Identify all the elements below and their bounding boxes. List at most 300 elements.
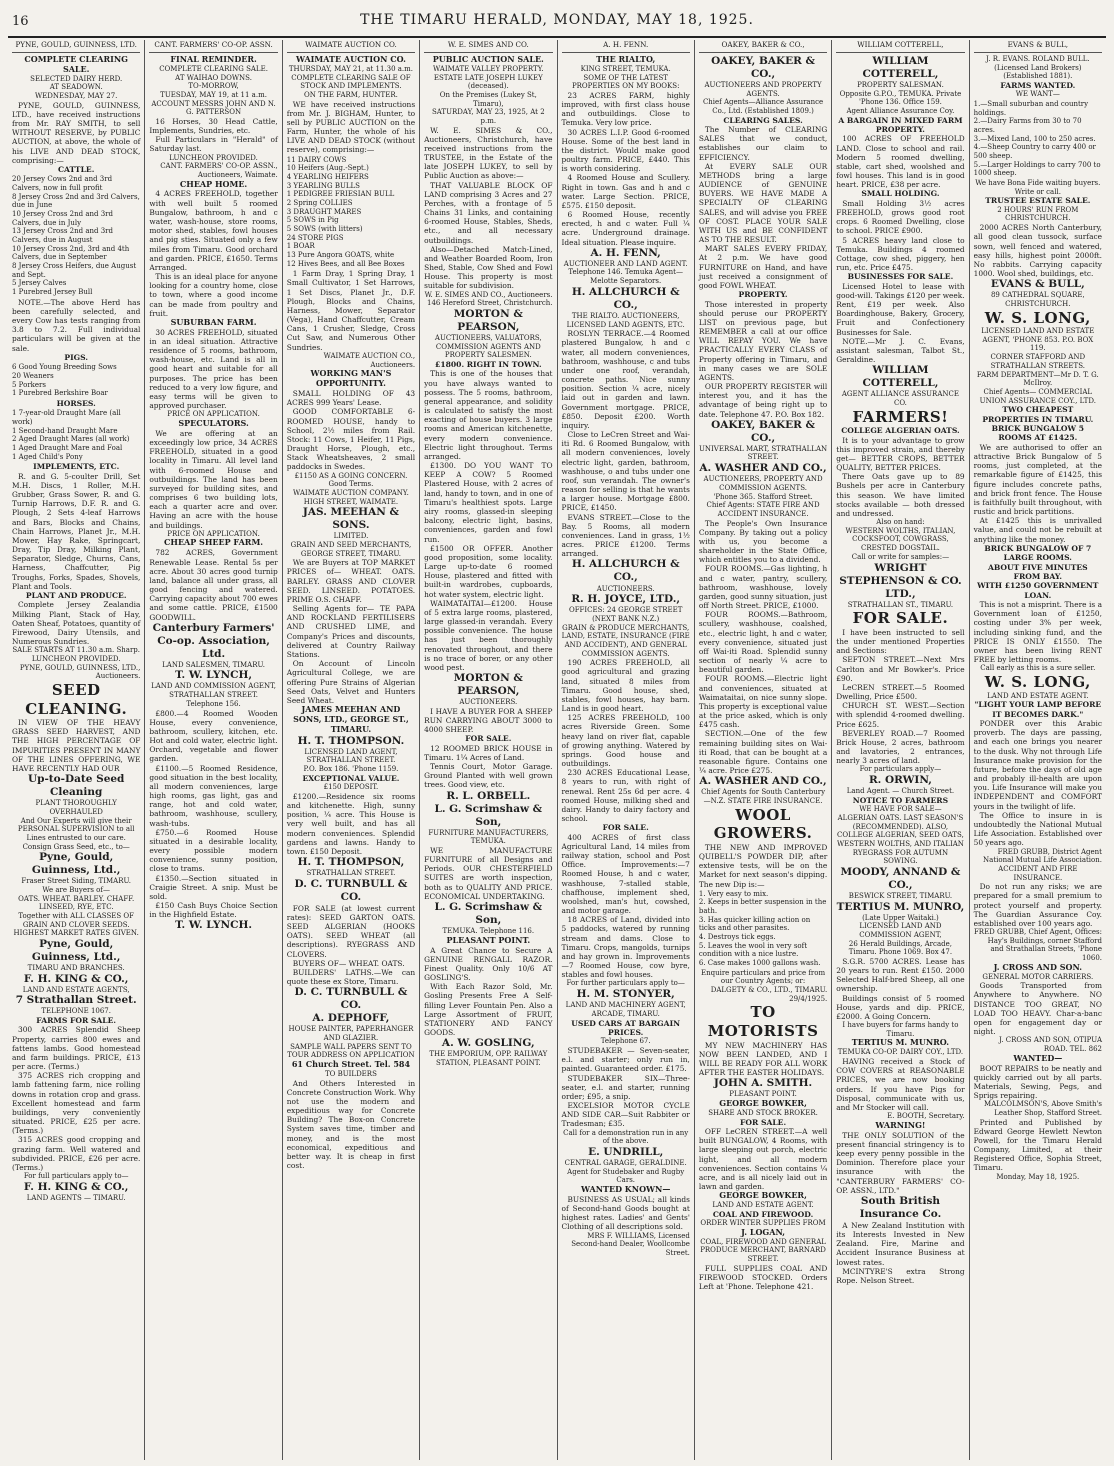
ad-heading: CHEAP SHEEP FARM. — [164, 537, 264, 548]
advertiser-name: H. T. THOMPSON. — [297, 734, 405, 747]
ad-subline: Telephone 146. Temuka Agent—Melotte Separators. — [568, 268, 683, 286]
advertiser-name: H. T. THOMPSON, — [297, 856, 405, 869]
display-heading: TO MOTORISTS — [707, 1003, 819, 1041]
newspaper-title: THE TIMARU HERALD, MONDAY, MAY 18, 1925. — [360, 12, 754, 28]
ad-heading: PLEASANT POINT. — [446, 934, 531, 945]
lot-heading: BRICK BUNGALOW 5 ROOMS AT £1425. — [991, 424, 1084, 443]
ad-text: HAVING received a Stock of COW COVERS at REASONABLE PRICES, we are now booking orders. If you have Pigs for Disposal, communicate with us, and Mr Stocker will call. — [836, 1057, 965, 1112]
advertiser-name: JOHN A. SMITH. — [713, 1077, 813, 1090]
ad-text: On Account of Lincoln Agricultural College, we are offering Pure Strains of Algerian Seed Oats, Velvet and Hunters Seed Wheat. — [286, 659, 416, 705]
ad-text: Complete Jersey Zealandia Milking Plant, Stack of Hay, Oaten Sheaf, Potatoes, quantity of Firewood, Dairy Utensils, and Numerous Sundries. — [12, 600, 141, 647]
ad-subline: Telephone 156. — [186, 699, 241, 708]
column-header: WILLIAM COTTERELL, — [836, 40, 964, 53]
ad-text: Close to LeCren Street and Wai-iti Rd. 6 Roomed Bungalow, with all modern conveniences, lovely electric light, garden, bathroom, washhouse, o and tubs under one roof, sun verandah. The owner's reason for selling is that he wants a larger house. Mortgage £800. PRICE, £1450. — [561, 430, 690, 513]
ad-text: STUDEBAKER SIX—Three-seater, e.l. and starter, running order; £95, a snip. — [561, 1073, 690, 1101]
ad-text: Tennis Court, Motor Garage. Ground Planted with well grown trees. Good view, etc. — [424, 762, 553, 790]
ad-text: There Oats gave up to 89 Bushels per acre in Canterbury this season. We have limited stocks available — both dressed and undressed. — [836, 472, 965, 518]
list-item: 1 PEDIGREE FRIESIAN BULL — [286, 190, 395, 199]
ad-heading: CHEAP HOME. — [179, 178, 248, 189]
ad-text: NOTE.—The above Herd has been carefully selected, and every Cow has tests ranging from 3.8 to 7.2. Full individual particulars will be given at the sale. — [12, 297, 141, 353]
ad-subline: Chief Agents: STATE FIRE AND ACCIDENT INSURANCE. — [706, 501, 820, 518]
ad-subline: £1150 AS A GOING CONCERN. Good Terms. — [294, 471, 408, 489]
ad-text: WAIMATAITAI—£1200. House of 5 extra large rooms, plastered, large glassed-in verandah. Every possible convenience. The house has just been thoroughly renovated throughout, and there is no trace of borer, or any other wood pest. — [424, 598, 553, 672]
ad-heading: GEORGE BOWKER, — [719, 1190, 807, 1201]
list-item: 3. Has quicker killing action on ticks and other parasites. — [698, 915, 811, 933]
ad-text: R. and G. 5-coulter Drill, Set M.H. Discs, 1 Roller, M.H. Grubber, Grass Sower, R. and G. Turnip Harrows, D.F. R. and G. Plough, 2 Sets 4-leaf Harrows and Bars, Blocks and Chains, Chain Harrows, Planet Jr., M.H. Mower, Hay Rake, Springcart, Dray, Tip Dray, Milking Plant, Separator, Sledge, Churns, Cans, Harness, Chaffcutter, Pig Troughs, Forks, Spades, Shovels, Plant and Tools. — [12, 471, 141, 591]
ad-caption: CORNER STAFFORD AND STRATHALLAN STREETS. — [990, 353, 1086, 370]
list-item: 24 STORE PIGS — [286, 233, 344, 242]
item-list — [974, 100, 1102, 178]
ad-text: FOR SALE (at lowest current rates): SEED GARTON OATS. SEED ALGERIAN (HOOKS OATS). SEED WHEAT (all descriptions). RYEGRASS AND CLOVERS. — [286, 903, 416, 959]
advertiser-name: H. ALLCHURCH & CO., — [571, 558, 680, 584]
lot-heading: FOR SALE. — [465, 734, 512, 744]
lot-heading: BRICK BUNGALOW OF 7 LARGE ROOMS. — [984, 543, 1092, 563]
ad-caption: ORDER WINTER SUPPLIES FROM — [700, 1219, 826, 1228]
list-item: 1.—Small suburban and country holdings. — [973, 100, 1089, 117]
advertiser-name: A. WASHER AND CO., — [699, 462, 827, 475]
ad-subline: Consign Grass Seed, etc., to— — [22, 842, 130, 851]
ad-caption: ACCIDENT AND FIRE INSURANCE. — [998, 864, 1078, 882]
ad-text: BUSINESS AS USUAL; all kinds of Second-hand Goods bought at highest rates. Ladies' and Gents' Clothing of all descriptions sold. — [561, 1194, 690, 1232]
ad-caption: UNIVERSAL MART, STRATHALLAN STREET. — [699, 444, 828, 462]
ad-text: The Office to insure in is undoubtedly the National Mutual Life Association. Established over 50 years ago. — [973, 810, 1102, 848]
list-item: 5 SOWS in Pig — [286, 216, 339, 225]
ad-subline: (Late Upper Waitaki.) — [862, 913, 939, 922]
ad-text: 12 ROOMED BRICK HOUSE in Timaru. 1¼ Acres of Land. — [424, 743, 553, 762]
ad-text: £1100.—5 Roomed Residence, good situation in the best locality, all modern conveniences, large high rooms, gas light, gas and range, hot and cold water, bathroom, washhouse, scullery, wash-tubs. — [149, 763, 278, 828]
ad-signature: DALGETY & CO., LTD., TIMARU. 29/4/1925. — [710, 986, 828, 1003]
ad-heading: COMPLETE CLEARING SALE. — [24, 53, 128, 74]
display-heading: FOR SALE. — [852, 609, 949, 628]
ad-signature: PYNE, GOULD, GUINNESS, LTD., Auctioneers. — [19, 663, 141, 681]
ad-text: LeCREN STREET.—5 Roomed Dwelling, Price £500. — [836, 682, 965, 702]
ad-caption: PROPERTY SALESMAN. — [857, 80, 944, 89]
ad-caption: SHARE AND STOCK BROKER. — [708, 1108, 818, 1117]
ad-text: At EVERY SALE OUR METHODS bring a large AUDIENCE of GENUINE BUYERS. WE HAVE MADE A SPECIALTY OF CLEARING SALES, and will advise you FREE OF COST. PLACE YOUR SALE WITH US and BE CONFIDENT AS TO THE RESULT. — [698, 161, 828, 245]
ad-text: 4 Roomed House and Scullery. Right in town. Gas and h and c water. Large Section. PRICE, £575. £150 deposit. — [561, 173, 690, 210]
newspaper-column — [558, 40, 695, 1460]
list-item: 1 7-year-old Draught Mare (all work) — [12, 409, 121, 426]
ad-subline: SALE STARTS AT 11.30 a.m. Sharp. — [12, 646, 141, 655]
advertiser-name: MORTON & PEARSON, — [453, 672, 523, 698]
ad-text: £1200.—Residence six rooms and kitchenette. High, sunny position, ¼ acre. This House is very well built, and has all modern conveniences. Splendid gardens and lawns. Handy to town. £150 Deposit. — [286, 791, 416, 856]
ad-subline: J. R. EVANS. ROLAND BULL. (Licensed Land Brokers) (Established 1881). — [986, 54, 1090, 81]
ad-text: And Others Interested in Concrete Construction Work. Why not use the modern and expeditious way for Concrete Building? The Box-on Concrete System saves time, timber and money, and is the most economical, expeditious and better way. It is cheap in first cost. — [286, 1078, 416, 1171]
list-item: 2.—Dairy Farms from 30 to 70 acres. — [973, 117, 1082, 135]
ad-text: £1500 OR OFFER. Another good proposition, some locality. Large up-to-date 6 roomed House, plastered and fitted with built-in wardrobes, cupboards, hot water system, electric light. — [424, 543, 553, 599]
ad-text: 30 ACRES L.I.P. Good 6-roomed House. Some of the best land in the district. Would make good poultry farm. PRICE, £440. This is worth considering. — [561, 127, 690, 174]
ad-text: £800.—4 Roomed Wooden House, every convenience, bathroom, scullery, kitchen, etc. Hot and cold water, electric light. Orchard, vegetable and flower garden. — [149, 708, 278, 764]
display-heading: WOOL GROWERS. — [713, 805, 813, 843]
ad-caption: 89 CATHEDRAL SQUARE, CHRISTCHURCH. — [990, 291, 1085, 308]
ad-text: 18 ACRES of Land, divided into 5 paddocks, watered by running stream and dams. Close to Timaru. Crops, mangolds, turnips and hay grown in. Improvements—7 Roomed House, cow byre, stables and fowl houses. — [561, 915, 690, 980]
lot-heading: NOTICE TO FARMERS — [852, 795, 949, 805]
ad-text: BOOT REPAIRS to be neatly and quickly carried out by all parts. Materials, Sewing, Pegs, and Sprigs repairing. — [973, 1063, 1102, 1101]
ad-caption: SAMPLE WALL PAPERS SENT TO TOUR ADDRESS ON APPLICATION — [287, 1042, 415, 1060]
lot-heading: ABOUT FIVE MINUTES FROM BAY. — [987, 562, 1088, 581]
lot-heading: "LIGHT YOUR LAMP BEFORE IT BECOMES DARK." — [974, 700, 1102, 719]
ad-caption: WESTERN WOLTHS, ITALIAN, COCKSFOOT, COWGRASS, CRESTED DOGSTAIL. — [845, 526, 956, 553]
lot-heading: BUSINESSES FOR SALE. — [847, 272, 954, 282]
advertiser-name: E. UNDRILL, — [588, 1145, 664, 1158]
lot-heading: COLLEGE ALGERIAN OATS. — [841, 426, 960, 436]
ad-caption: HOUSE PAINTER, PAPERHANGER AND GLAZIER. — [288, 1025, 414, 1043]
ad-subline: Chief Agents— COMMERCIAL UNION ASSURANCE COY., LTD. — [979, 387, 1096, 405]
ad-heading: GEORGE BOWKER, — [719, 1098, 807, 1109]
list-item: 2 Aged Draught Mares (all work) — [12, 435, 130, 444]
display-heading: FARMERS! — [852, 407, 949, 426]
ad-heading: J. LOGAN, — [741, 1226, 786, 1237]
ad-caption: LICENSED LAND AGENT, STRATHALLAN STREET. — [304, 747, 398, 765]
list-item: 1 Purebred Jersey Bull — [12, 288, 93, 297]
ad-text: S.G.R. 5700 ACRES. Lease has 20 years to run. Rent £150. 2000 Selected Half-bred Sheep, all one ownership. — [836, 956, 965, 994]
ad-subline: WEDNESDAY, MAY 27. — [34, 92, 118, 101]
ad-text: At £1425 this is unrivalled value, and could not be rebuilt at anything like the money. — [973, 516, 1102, 544]
ad-subline: Agent for Studebaker and Rugby Cars. — [567, 1167, 685, 1185]
ad-caption: LIMITED. — [333, 532, 369, 541]
advertiser-name: T. W. LYNCH. — [175, 919, 253, 932]
ad-heading: WARNING! — [875, 1119, 926, 1130]
ad-text: THE NEW AND IMPROVED QUIBELL'S POWDER DIP, after extensive tests, will be on the Market for next season's dipping. The new Dip is:— — [698, 842, 828, 889]
ad-caption: TIMARU AND BRANCHES. — [27, 963, 125, 972]
ad-text: BUILDERS' LATHS.—We can quote these ex Store, Timaru. — [286, 967, 416, 987]
list-item: 10 Jersey Cross 2nd, 3rd and 4th Calvers, due in September — [12, 244, 130, 262]
ad-text: With Each Razor Sold, Mr. Gosling Presents Free A Self-filling Lever Fountain Pen. Also a Large Assortment of FRUIT, STATIONERY AND FANCY GOODS. — [424, 982, 553, 1038]
column-header: W. E. SIMES AND CO. — [424, 40, 552, 53]
lot-heading: FOR SALE. — [602, 823, 649, 833]
lot-heading: SMALL HOLDING. — [861, 189, 940, 199]
ad-subline: Call or write for samples:— — [851, 552, 950, 561]
newspaper-column — [8, 40, 145, 1460]
ad-subline: I have buyers for farms handy to Timaru. — [842, 1021, 959, 1038]
ad-signature: FRED GRUBB, Chief Agent, Offices: Hay's Buildings, corner Stafford and Strathallan Streets, 'Phone 1060. — [973, 928, 1102, 963]
lot-heading: TRUSTEE ESTATE SALE. — [985, 196, 1091, 206]
ad-text: 375 ACRES rich cropping and lamb fattening farm, nice rolling downs in rotation crop and grass. Excellent homestead and farm buildings, very conveniently situated. PRICE, £25 per acre. (Terms.) — [12, 1071, 141, 1136]
ad-text: Buildings consist of 5 roomed House, yards and dip. PRICE, £2000. A Going Concern. — [836, 993, 965, 1021]
ad-subline: PRICE ON APPLICATION. — [167, 529, 260, 538]
ad-text: SECTION.—One of the few remaining building sites on Wai-iti Road, that can be bought at a reasonable figure. Contains one ¼ acre. Price £275. — [698, 729, 828, 776]
ad-text: 6 Roomed House, recently erected, h and c water. Full ¼ acre. Underground drainage. Ideal situation. Please inquire. — [561, 210, 690, 247]
ad-subline: COMPLETE CLEARING SALE. — [159, 64, 268, 73]
ad-text: It is to your advantage to grow this improved strain, and thereby get— BETTER CROPS, BETTER QUALITY, BETTER PRICES. — [836, 435, 965, 473]
ad-text: I have been instructed to sell the under mentioned Properties and Sections: — [836, 627, 965, 656]
ad-text: Full Particulars in "Herald" of Saturday last. — [149, 135, 278, 154]
ad-subline: TEMUKA. Telephone 116. — [442, 927, 535, 936]
ad-subline: Call early as this is a sure seller. — [980, 664, 1096, 673]
ad-caption: STRATHALLAN ST., TIMARU. — [847, 600, 954, 609]
advertiser-name: OAKEY, BAKER & CO., — [711, 54, 815, 80]
list-item: 1 Aged Child's Pony — [12, 452, 83, 461]
list-item: 4 YEARLING HEIFERS — [286, 172, 369, 181]
ad-text: SMALL HOLDING OF 43 ACRES 999 Years' Lease. — [286, 388, 416, 408]
ad-subline: Also on hand: — [876, 518, 925, 527]
list-item: 20 Jersey Cows 2nd and 3rd Calvers, now in full profit — [12, 175, 113, 193]
ad-subline: SELECTED DAIRY HERD. — [30, 74, 123, 83]
ad-subline: SATURDAY, MAY 23, 1925, At 2 p.m. — [431, 108, 545, 125]
ad-caption: TO BUILDERS — [324, 1069, 377, 1078]
ad-caption: THE EMPORIUM, OPP. RAILWAY STATION, PLEASANT POINT. — [429, 1050, 548, 1068]
lot-heading: COAL AND FIREWOOD. — [712, 1209, 814, 1219]
advertiser-name: F. H. KING & CO., — [23, 972, 129, 985]
ad-text: THAT VALUABLE BLOCK OF LAND comprising 3 Acres and 27 Perches, with a frontage of 5 Chains 31 Links, and containing 6-roomed House, Stables, Sheds, etc., and all necessary outbuildings. — [424, 180, 553, 245]
display-heading: W. S. LONG, — [984, 308, 1091, 327]
ad-text: GOOD COMFORTABLE 6-ROOMED HOUSE, handy to School, 2½ miles from Rail. Stock: 11 Cows, 1 Heifer, 11 Pigs, Draught Horse, Plough, etc., Stack Wheatsheaves, 2 small paddocks in Swedes. — [286, 407, 416, 472]
ad-subline: For full particulars apply to— — [23, 1172, 129, 1181]
ad-text: Do not run any risks; we are prepared for a small premium to protect yourself and property. The Guardian Assurance Coy. established over 100 years ago. — [973, 882, 1102, 928]
advertiser-name: A. DEPHOFF, — [312, 1012, 390, 1025]
ad-caption: AUCTIONEERS, PROPERTY AND COMMISSION AGENTS. — [703, 475, 823, 492]
ad-caption: WAIMATE AUCTION COMPANY. — [293, 488, 409, 497]
column-header: EVANS & BULL, — [974, 40, 1102, 53]
ad-heading: SPECULATORS. — [178, 418, 249, 428]
ad-heading: WANTED KNOWN— — [581, 1183, 671, 1194]
lot-heading: FARMS FOR SALE. — [36, 1016, 117, 1026]
ad-heading: FINAL REMINDER. — [170, 53, 257, 64]
ad-text: NOTE.—Mr J. C. Evans, assistant salesman, Talbot St., Geraldine. — [836, 336, 965, 365]
ad-subline: ESTATE LATE JOSEPH LUKEY (deceased). — [433, 73, 543, 91]
column-header: WAIMATE AUCTION CO. — [287, 40, 415, 53]
ad-caption: LAND AND ESTATE AGENT. — [987, 691, 1089, 700]
ad-subline: For particulars apply— — [859, 765, 942, 774]
ad-text: 16 Horses, 30 Head Cattle, Implements, Sundries, etc. — [149, 116, 278, 136]
column-header: PYNE, GOULD, GUINNESS, LTD. — [12, 40, 140, 53]
ad-subline: And Our Experts will give their PERSONAL SUPERVISION to all Lines entrusted to our care. — [17, 816, 135, 842]
column-header: CANT. FARMERS' CO-OP. ASSN. — [149, 40, 277, 53]
ad-text: IN VIEW OF THE HEAVY GRASS SEED HARVEST, AND THE HIGH PERCENTAGE OF IMPURITIES PRESENT IN MANY OF THE LINES OFFERING, WE HAVE RECENTLY HAD OUR — [12, 718, 141, 773]
lot-heading: USED CARS AT BARGAIN PRICES. — [571, 1018, 681, 1037]
ad-subline: AT SEADOWN. — [49, 83, 103, 92]
ad-caption: COAL, FIREWOOD AND GENERAL PRODUCE MERCHANT, BARNARD STREET. — [700, 1237, 826, 1264]
ad-subline: TO-MORROW, — [188, 82, 239, 91]
ad-subline: THURSDAY, MAY 21, at 11.30 a.m. — [288, 64, 414, 73]
ad-caption: WE WANT— — [1015, 90, 1060, 99]
ad-caption: LAND AND ESTATE AGENT. — [712, 1201, 814, 1210]
ad-caption: WE HAVE FOR SALE— — [859, 805, 942, 814]
advertiser-name: WILLIAM COTTERELL, — [862, 364, 939, 390]
ad-subline: On the Premises (Lukey St, Timaru), — [439, 90, 537, 108]
ad-caption: AGENT ALLIANCE ASSURANCE CO. — [841, 390, 959, 407]
list-item: 6. Case makes 1000 gallons wash. — [698, 959, 821, 968]
display-heading: SEED CLEANING. — [25, 680, 128, 718]
list-item: 1. Very easy to mix. — [698, 889, 769, 898]
ad-caption: LAND AND MACHINERY AGENT, ARCADE, TIMARU. — [565, 1001, 686, 1018]
ad-caption: LAND AND ESTATE AGENTS, — [22, 985, 130, 994]
ad-subline: ON THE FARM, HUNTER. — [304, 90, 398, 99]
list-item: 3 YEARLING BULLS — [286, 181, 360, 190]
ad-text: 230 ACRES Educational Lease, 8 years to run, with right of renewal. Rent 25s 6d per acre. 4 roomed House, milking shed and dairy. Handy to dairy factory and school. — [561, 768, 690, 824]
ad-subline: £150 DEPOSIT. — [323, 783, 379, 792]
ad-subline: 26 Herald Buildings, Arcade, Timaru. Phone 1069. Box 47. — [848, 939, 953, 957]
advertiser-name: D. C. TURNBULL & CO. — [294, 877, 408, 903]
ad-text: MY NEW MACHINERY HAS NOW BEEN LANDED, AND I WILL BE READY FOR ALL WORK AFTER THE EASTER HOLIDAYS. — [698, 1040, 828, 1078]
list-item: 4.—Sheep Country to carry 400 or 500 sheep. — [973, 143, 1096, 161]
ad-subline: Opposite G.P.O., TEMUKA. Private 'Phone 136. Office 159. — [839, 89, 962, 107]
newspaper-column — [970, 40, 1106, 1460]
ad-text: £1350.—Section situated in Craigie Street. A snip. Must be sold. — [149, 873, 278, 901]
ad-text: FOUR ROOMS.—Electric light and conveniences, situated at Waimataitai, on nice sunny slope. This property is exceptional value at the price asked, which is only £475 cash. — [698, 674, 828, 730]
advertiser-name: L. G. Scrimshaw & Son, — [434, 802, 543, 828]
advertiser-name: L. G. Scrimshaw & Son, — [434, 901, 543, 927]
list-item: 5 SOWS (with litters) — [286, 224, 363, 233]
lot-heading: A BARGAIN IN MIXED FARM PROPERTY. — [838, 115, 963, 135]
list-item: 3 DRAUGHT MARES — [286, 207, 362, 216]
advertiser-name: Pyne, Gould, Guinness, Ltd., — [31, 937, 121, 963]
ad-text: MART SALES EVERY FRIDAY, At 2 p.m. We have good FURNITURE on Hand, and have just received a consignment of good FOWL WHEAT. — [698, 244, 828, 290]
list-item: 1 Second-hand Draught Mare — [12, 426, 118, 435]
ad-caption: AUCTIONEERS. — [596, 584, 655, 593]
advertiser-name: R. L. ORBELL. — [446, 789, 531, 802]
ad-caption: BESWICK STREET, TIMARU. — [848, 891, 953, 900]
ad-text: A Great Chance to Secure A GENUINE RENGALL RAZOR. Finest Quality. Only 10/6 AT GOSLING'S. — [424, 945, 553, 983]
ad-subline: Telephone 67. — [600, 1037, 651, 1046]
ad-signature: W. E. SIMES AND CO., Auctioneers. 146 Hereford Street, Christchurch. — [424, 290, 553, 308]
ad-text: WE have received instructions from Mr. J. BIGHAM, Hunter, to sell by PUBLIC AUCTION on the Farm, Hunter, the whole of his LIVE AND DEAD STOCK (without reserve), comprising:— — [286, 99, 416, 155]
ad-text: BEVERLEY ROAD.—7 Roomed Brick House, 2 acres, bathroom and lavatories, 2 entrances, nearly 3 acres of land. — [836, 728, 965, 766]
ad-caption: PLANT THOROUGHLY OVERHAULED — [35, 799, 117, 816]
ad-subline: We are Buyers of— — [42, 885, 110, 894]
item-list — [12, 363, 140, 398]
ad-text: FULL SUPPLIES COAL AND FIREWOOD STOCKED. Orders Left at 'Phone. Telephone 421. — [698, 1263, 828, 1292]
advertiser-name: 7 Strathallan Street. — [15, 994, 137, 1007]
ad-text: SEFTON STREET.—Next Mrs Carlton and Mr Bowker's. Price £90. — [836, 655, 965, 683]
ad-caption: AUCTIONEERS. — [459, 698, 518, 707]
ad-caption: STRATHALLAN STREET. — [306, 869, 396, 878]
ad-text: FOUR ROOMS.—Bathroom, scullery, washhouse, coalshed, etc., electric light, h and c water, every convenience, situated just off Wai-iti Road. Splendid sunny section of nearly ¼ acre to beautiful garden. — [698, 610, 828, 675]
ad-caption: GRAIN & PRODUCE MERCHANTS, LAND, ESTATE, INSURANCE (FIRE AND ACCIDENT), AND GENERAL COMMISSION AGENTS. — [561, 623, 690, 658]
ad-text: THE ONLY SOLUTION of the present financial stringency is to keep every penny possible in the Dominion. Therefore place your insurance with the "CANTERBURY FARMERS' CO-OP. ASSN., LTD." — [836, 1130, 965, 1195]
ad-text: We are offering at an exceedingly low price, 34 ACRES FREEHOLD, situated in a good locality in Timaru. All level land with 6-roomed House and outbuildings. The land has been surveyed for building sites, and comprises 6 two building lots, each a quarter acre and over. Having an acre with the house and buildings. — [149, 428, 278, 530]
ad-text: OUR PROPERTY REGISTER will interest you, and it has the advantage of being right up to date. Telephone 47. P.O. Box 182. — [698, 382, 828, 419]
ad-caption: LUNCHEON PROVIDED. — [169, 153, 258, 162]
ad-heading: TERTIUS M. MUNRO. — [851, 1037, 950, 1048]
ad-signature: J. CROSS AND SON, OTIPUA ROAD. TEL. 862 — [999, 1036, 1102, 1054]
list-item: 5. Leaves the wool in very soft condition with a nice lustre. — [698, 941, 808, 959]
advertiser-name: R. H. JOYCE, LTD., — [571, 593, 681, 606]
advertiser-name: H. ALLCHURCH & CO., — [571, 285, 680, 311]
column-header: A. H. FENN. — [562, 40, 690, 53]
newspaper-column — [420, 40, 557, 1460]
ad-caption: THE RIALTO. AUCTIONEERS, LICENSED LAND AGENTS, ETC. — [566, 311, 685, 329]
ad-heading: WAIMATE AUCTION CO. — [296, 53, 406, 64]
ad-text: 4 ACRES FREEHOLD, together with well built 5 roomed Bungalow, bathroom, h and c water, wash-house, store rooms, motor shed, stables, fowl houses and pig sties. Situated only a few miles from Timaru. Good orchard and garden. PRICE, £1650. Terms Arranged. — [149, 189, 278, 272]
lot-heading: FARMS WANTED. — [1000, 80, 1076, 90]
ad-caption: HIGH STREET, WAIMATE. — [303, 497, 399, 506]
ad-text: 300 ACRES Splendid Sheep Property, carries 800 ewes and fattens lambs. Good homestead and farm buildings. PRICE, £13 per acre. (Terms.) — [12, 1025, 141, 1072]
ad-subline: For further particulars apply to— — [566, 979, 685, 988]
item-list — [287, 156, 415, 269]
ad-text: BUYERS OF— WHEAT. OATS. — [292, 958, 405, 968]
ad-text: 2000 ACRES North Canterbury, all good clean tussock, surface sown, well fenced and watered, easy hills, highest point 2000ft. No rabbits. Carrying capacity 1000. Wool shed, buildings, etc. — [973, 223, 1102, 279]
lot-heading: FOR SALE. — [740, 1117, 787, 1127]
ad-text: W. E. SIMES & CO., Auctioneers, Christchurch, have received instructions from the TRUSTEE, in the Estate of the late JOSEPH LUKEY, to sell by Public Auction as above:— — [424, 125, 553, 181]
ad-signature: E. BOOTH, Secretary. — [887, 1112, 965, 1121]
ad-columns — [8, 40, 1106, 1460]
ad-text: 125 ACRES FREEHOLD, 100 acres Riverside Green. Some heavy land on river flat, capable of growing anything. Watered by springs. Good house and outbuildings. — [561, 713, 690, 769]
advertiser-name: Up-to-Date Seed Cleaning — [27, 773, 125, 799]
ad-caption: OFFICES: 24 GEORGE STREET (NEXT BANK N.Z.) — [568, 606, 683, 623]
advertiser-name: D. C. TURNBULL & CO. — [294, 986, 408, 1012]
ad-text: CHURCH ST. WEST.—Section with splendid 4-roomed dwelling. Price £625. — [836, 701, 965, 729]
ad-text: £750.—6 Roomed House situated in a desirable locality, every possible modern convenience, sunny position, close to trams. — [149, 827, 278, 874]
advertiser-name: WILLIAM COTTERELL, — [862, 54, 939, 80]
ad-subline: Call for a demonstration run in any of the above. — [563, 1128, 689, 1146]
ad-subline: TELEPHONE 1067. — [41, 1007, 111, 1016]
ad-text: We are authorised to offer an attractive Brick Bungalow of 5 rooms, just completed, at the remarkable figure of £1425, this figure includes concrete paths, and brick front fence. The House is faithfully built throughout, with rustic and brick partitions. — [973, 442, 1102, 517]
ad-subline: Enquire particulars and price from our Country Agents; or: — [700, 968, 826, 986]
list-item: 20 Weaners — [12, 371, 54, 380]
item-list — [12, 409, 140, 461]
ad-signature: FRED GRUBB, District Agent National Mutual Life Association. — [983, 847, 1102, 865]
ad-text: Small Holding 3½ acres FREEHOLD, grows good root crops. 6 Roomed Dwelling, close to school. PRICE £900. — [836, 198, 965, 236]
advertiser-name: WRIGHT STEPHENSON & CO. LTD., — [839, 561, 962, 600]
ad-text: Also—Detached Match-Lined, and Weather Boarded Room, Iron Shed, Stable, Cow Shed and Fowl House. This property is most suitable for subdivision. — [424, 244, 553, 291]
ad-text: Goods Transported from Anywhere to Anywhere. NO DISTANCE TOO GREAT, NO LOAD TOO HEAVY. Char-a-banc open for engagement day or night. — [973, 981, 1102, 1037]
lot-heading: CLEARING SALES. — [723, 115, 803, 125]
ad-text: 190 ACRES FREEHOLD, all good agricultural and grazing land, situated 8 miles from Timaru. Good house, shed, stables, fowl houses, hay barn. Land is in good heart. — [561, 658, 690, 714]
ad-text: A New Zealand Institution with its Interests Invested in New Zealand. Fire, Marine and Accident Insurance Business at lowest rates. — [836, 1220, 965, 1267]
ad-caption: AUCTIONEERS, VALUATORS, COMMISSION AGENTS AND PROPERTY SALESMEN. — [434, 334, 542, 360]
ad-signature: MALCOLMSON'S, Above Smith's Leather Shop, Stafford Street. — [984, 1100, 1102, 1117]
lot-heading: PROPERTY. — [738, 290, 788, 300]
page-number: 16 — [12, 14, 29, 29]
advertiser-name: Canterbury Farmers' Co-op. Association, Ltd. — [152, 621, 275, 660]
ad-caption: OATS. WHEAT. BARLEY. CHAFF. LINSEED, RYE, ETC. — [18, 894, 135, 912]
ad-heading: WANTED— — [1013, 1052, 1063, 1063]
lot-heading: IMPLEMENTS, ETC. — [33, 462, 120, 472]
ad-caption: CENTRAL GARAGE, GERALDINE. — [564, 1158, 687, 1167]
ad-text: EVANS STREET.—Close to the Bay. 5 Rooms, all modern conveniences. Land in grass, 1½ acres. PRICE £1200. Terms arranged. — [561, 512, 690, 559]
list-item: 2 Spring COLLIES — [286, 198, 353, 207]
ad-text: 23 ACRES FARM, highly improved, with first class house and outbuildings. Close to Temuka. Very low price. — [561, 90, 690, 128]
ad-caption: KING STREET, TEMUKA. — [580, 64, 671, 73]
ad-caption: GENERAL MOTOR CARRIERS. — [982, 972, 1094, 981]
ad-subline: Fraser Street Siding, TIMARU. — [21, 877, 131, 886]
ad-signature: CANT. FARMERS' CO-OP. ASSN., Auctioneers, Waimate. — [160, 162, 278, 179]
advertiser-name: MOODY, ANNAND & CO., — [840, 865, 961, 891]
ad-text: 315 ACRES good cropping and grazing farm. Well watered and subdivided. PRICE, £26 per acre. (Terms.) — [12, 1135, 141, 1172]
ad-caption: AUCTIONEERS AND PROPERTY AGENTS. — [704, 80, 822, 98]
ad-text: Those interested in property should peruse our PROPERTY LIST on previous page, but REMEMBER a call at our office WILL REPAY YOU. We have PRACTICALLY EVERY CLASS of Property offering in Timaru, and in many cases we are SOLE AGENTS. — [698, 299, 828, 382]
ad-subline: SOME OF THE LATEST PROPERTIES ON MY BOOKS: — [571, 73, 680, 91]
newspaper-column — [832, 40, 969, 1460]
ad-heading: PUBLIC AUCTION SALE. — [432, 53, 544, 64]
list-item: 5 Jersey Calves — [12, 279, 67, 288]
column-header: OAKEY, BAKER & CO., — [699, 40, 827, 53]
advertiser-name: R. ORWIN, — [868, 774, 932, 787]
ad-heading: THE RIALTO, — [596, 53, 656, 64]
ad-text: Selling Agents for— TE PAPA AND ROCKLAND FERTILISERS AND CRUSHED LIME, and Company's Prices and discounts, delivered at Country Railway Stations. — [286, 604, 416, 659]
ad-subline: We have Bona Fide waiting buyers. Write or call. — [975, 179, 1101, 196]
list-item: 13 Pure Angora GOATS, white — [286, 250, 395, 259]
ad-subline: Chief Agents—Alliance Assurance Co., Ltd. (Established 1809.) — [702, 98, 824, 115]
list-item: 12 Hives Bees, and all Bee Boxes — [286, 259, 405, 268]
ad-text: OFF LeCREN STREET.—A well built BUNGALOW, 4 Rooms, with large sleeping out porch, electric light, and all modern conveniences. Section contains ¼ acre, and is all nicely laid out in lawn and garden. — [698, 1127, 828, 1192]
advertiser-name: TERTIUS M. MUNRO, — [836, 900, 965, 913]
ad-subline: P.O. Box 186. 'Phone 1159. — [303, 765, 399, 774]
advertiser-name: T. W. LYNCH, — [175, 669, 253, 682]
ad-heading: J. CROSS AND SON. — [993, 961, 1083, 972]
lot-heading: HORSES. — [56, 398, 96, 408]
ad-subline: Land Agent. — Church Street. — [846, 787, 955, 796]
advertiser-name: Pyne, Gould, Guinness, Ltd., — [31, 851, 121, 877]
ad-caption: HIGHEST MARKET RATES GIVEN. — [13, 929, 139, 938]
ad-heading: JAMES MEEHAN AND SONS, LTD., GEORGE ST., TIMARU. — [293, 704, 409, 734]
ad-text: This is an ideal place for anyone looking for a country home, close to town, where a good income can be made from poultry and fruit. — [149, 272, 278, 318]
lot-heading: WITH £1250 GOVERNMENT LOAN. — [977, 581, 1099, 600]
ad-text: 30 ACRES FREEHOLD, situated in an ideal situation. Attractive residence of 5 rooms, bathroom, wash-house, etc. Land is all in good heart and suitable for all purposes. The price has been reduced to a very low figure, and easy terms will be given to approved purchaser. — [149, 327, 278, 411]
ad-subline: PRICE ON APPLICATION. — [167, 410, 260, 419]
list-item: 11 DAIRY COWS — [286, 155, 347, 164]
